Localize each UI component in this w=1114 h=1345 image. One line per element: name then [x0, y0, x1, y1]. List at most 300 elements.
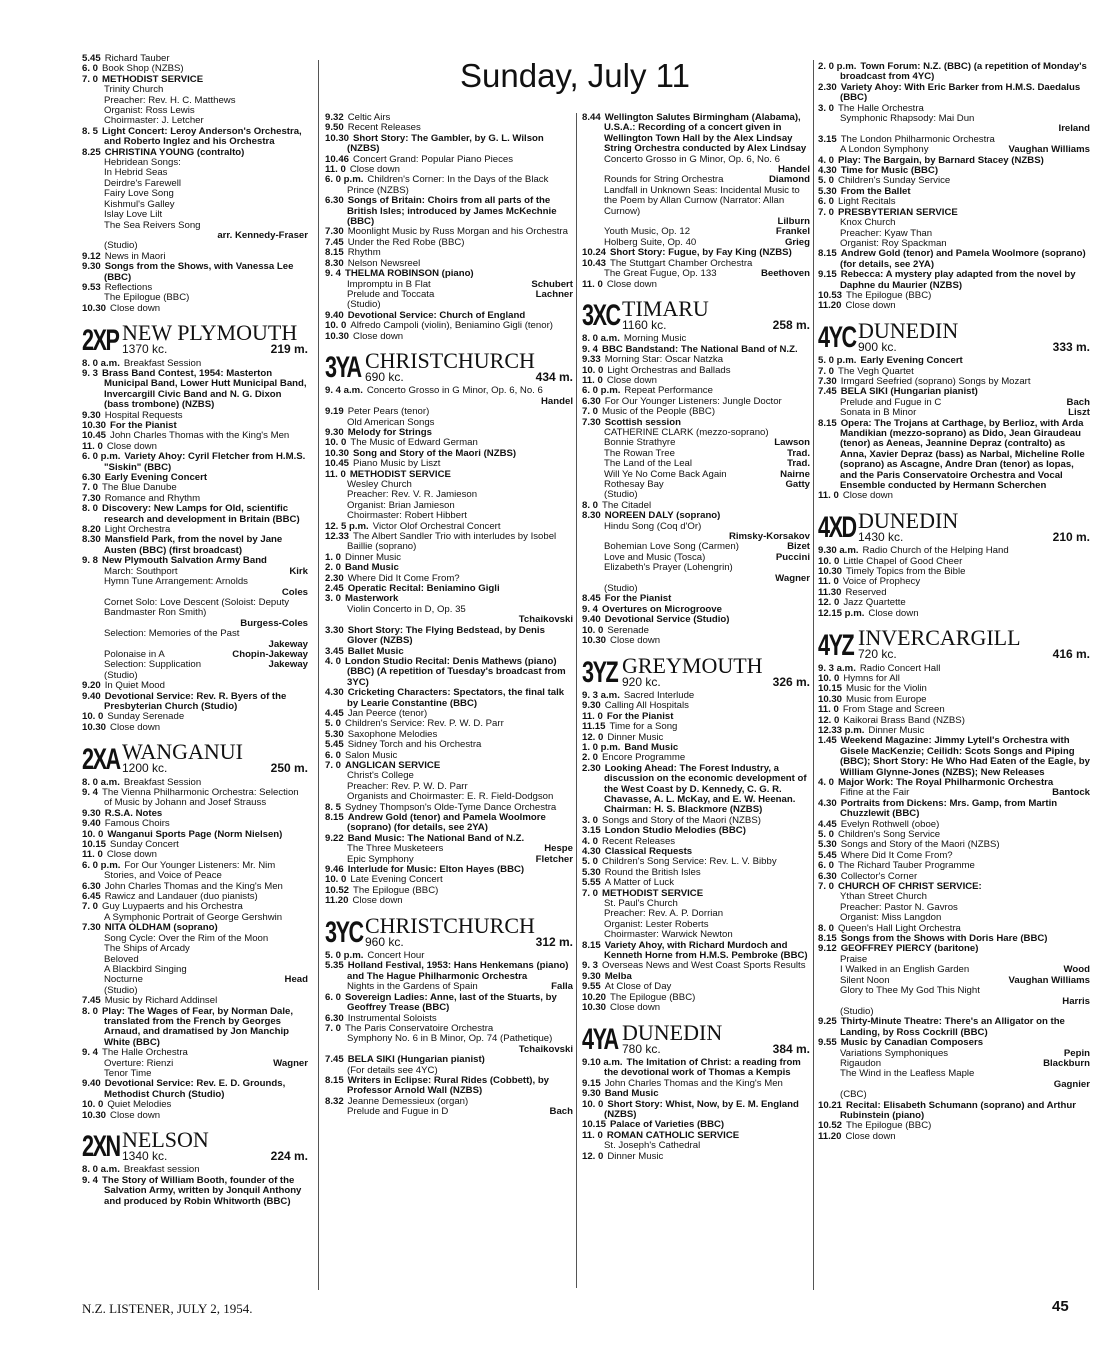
- listing-text: The Vienna Philharmonic Orchestra: Selection of Music by Johann and Josef Strauss: [102, 787, 299, 809]
- station-freq-row: [622, 317, 810, 332]
- listing-detail: Choirmaster: Robert Hibbert: [347, 510, 467, 522]
- station-info: [365, 912, 573, 949]
- listing-text: Devotional Service: Church of England: [347, 309, 526, 321]
- listing-time: 8.20: [82, 524, 101, 536]
- listing-time: 9.22: [325, 832, 344, 844]
- listing-time: 8. 0: [82, 503, 99, 515]
- station-frequency: 1200 kc.: [122, 761, 168, 776]
- composer: Wagner: [775, 572, 810, 584]
- listing-time: 9.55: [582, 981, 601, 993]
- listing-time: 9.40: [82, 1078, 101, 1090]
- listing-detail: Hindu Song (Coq d'Or): [604, 520, 702, 532]
- listing-time: 4.30: [582, 846, 601, 857]
- listing-time: 11.15: [582, 721, 606, 733]
- listing-item: [582, 113, 810, 155]
- listing-time: 8.15: [325, 812, 344, 823]
- station-name: TIMARU: [622, 295, 709, 321]
- station-header: [582, 652, 810, 689]
- listing-time: 2.30: [818, 81, 837, 93]
- listing-item: [82, 1079, 308, 1100]
- listing-detail: Glory to Thee My God This Night: [840, 985, 980, 997]
- listing-text: Breakfast Session: [123, 357, 202, 369]
- listing-detail: Tenor Time: [104, 1067, 152, 1079]
- listing-text: Recent Releases: [602, 835, 676, 847]
- listing-text: Melody for Strings: [347, 426, 432, 438]
- page-title: Sunday, July 11: [460, 57, 690, 94]
- station-frequency: 720 kc.: [858, 647, 897, 662]
- listing-time: 5. 0: [582, 856, 599, 868]
- listing-text: Light Orchestras and Ballads: [607, 364, 731, 376]
- listing-time: 10.20: [582, 991, 607, 1003]
- station-info: [365, 347, 573, 384]
- listing-time: 7.45: [818, 386, 837, 398]
- station-frequency: 920 kc.: [622, 674, 661, 689]
- listing-time: 6. 0: [325, 749, 342, 761]
- listing-text: Sovereign Ladies: Anne, last of the Stuarts, by Geoffrey Trease (BBC): [345, 991, 557, 1014]
- station-freq-row: [622, 674, 810, 689]
- listing-time: 6.30: [82, 472, 101, 484]
- listing-text: Mansfield Park, from the novel by Jane Austen (BBC) (first broadcast): [104, 534, 283, 556]
- listing-time: 5.30: [582, 866, 601, 878]
- listing-text: From the Ballet: [840, 185, 911, 197]
- listing-time: 9.25: [818, 1016, 837, 1028]
- listing-text: Late Evening Concert: [350, 874, 443, 886]
- listing-time: 11.20: [818, 300, 842, 312]
- station-freq-row: [858, 339, 1090, 354]
- listing-text: For Our Younger Listeners: Mr. Nim Stories, and Voice of Peace: [104, 859, 276, 882]
- listing-text: Breakfast session: [123, 1164, 200, 1176]
- listing-time: 3.30: [325, 624, 344, 636]
- composer: Gatty: [785, 479, 810, 490]
- work-title: March: Southport: [104, 565, 178, 577]
- listing-detail: The Epilogue (BBC): [104, 292, 190, 304]
- listing-time: 11.20: [325, 895, 349, 907]
- listing-item: [325, 134, 573, 155]
- listing-time: 6. 0: [82, 63, 99, 75]
- station-wavelength: 210 m.: [1052, 529, 1090, 544]
- listing-time: 9.30: [582, 970, 601, 982]
- station-callsign: 4XD: [818, 511, 856, 545]
- listing-text: Operatic Recital: Beniamino Gigli: [347, 583, 500, 595]
- listing-text: Song and Story of the Maori (NZBS): [353, 447, 517, 459]
- listing-text: Radio Concert Hall: [859, 662, 941, 674]
- listing-text: Children's Song Service: [838, 829, 941, 840]
- listing-text: Salon Music: [345, 749, 398, 761]
- listing-text: Looking Ahead: The Forest Industry, a discussion on the economic development of the West Coast by D. Kennedy, C. G. R. Chavasse, A. L. McKay, and E. W. Heenan. Chairman: H. S. Blackmore (NZBS): [604, 762, 807, 816]
- listing-detail: In Hebrid Seas: [104, 167, 168, 179]
- listing-time: 11. 0: [325, 164, 346, 176]
- listing-time: 9. 3: [582, 960, 599, 972]
- listing-time: 4. 0: [582, 835, 599, 847]
- listing-text: The Richard Tauber Programme: [838, 860, 975, 872]
- listing-text: Jan Peerce (tenor): [347, 707, 428, 719]
- listing-detail: Preacher: Rev. V. R. Jamieson: [347, 489, 478, 501]
- listing-text: Jeanne Demessieux (organ): [347, 1095, 469, 1107]
- listing-text: Wanganui Sports Page (Norm Nielsen): [107, 828, 283, 840]
- station-callsign: 3YZ: [582, 655, 618, 689]
- listing-detail: (CBC): [840, 1089, 867, 1101]
- work-title: Fifine at the Fair: [840, 787, 910, 799]
- station-frequency: 900 kc.: [858, 339, 897, 354]
- listing-text: Recital: Elisabeth Schumann (soprano) and Arthur Rubinstein (piano): [840, 1099, 1076, 1121]
- listing-text: Masterwork: [345, 593, 399, 605]
- listing-text: A Matter of Luck: [604, 877, 675, 889]
- listing-detail: The Sea Reivers Song: [104, 219, 201, 231]
- listing-text: Saxophone Melodies: [347, 728, 438, 740]
- station-callsign: 2XA: [82, 742, 120, 776]
- listing-text: Music by Richard Addinsel: [104, 995, 218, 1007]
- listing-time: 11. 0: [582, 1129, 603, 1141]
- listing-text: News in Maori: [104, 250, 166, 262]
- listing-time: 10.30: [82, 420, 107, 431]
- listing-item: [82, 369, 308, 411]
- listing-detail: Organist: Miss Langdon: [840, 912, 942, 924]
- listing-detail: Fairy Love Song: [104, 188, 174, 200]
- listing-text: Celtic Airs: [347, 112, 391, 123]
- listing-time: 7. 0: [582, 406, 599, 418]
- station-header: [818, 625, 1090, 662]
- listing-time: 9.53: [82, 281, 101, 293]
- listing-text: In Quiet Mood: [104, 680, 165, 692]
- station-name: DUNEDIN: [622, 1019, 723, 1045]
- listing-text: Serenade: [607, 624, 649, 636]
- listing-item: [325, 1055, 573, 1065]
- listing-item: [325, 626, 573, 647]
- listing-text: London Studio Melodies (BBC): [604, 825, 746, 837]
- station-header: [818, 317, 1090, 355]
- listing-time: 2. 0: [325, 562, 342, 574]
- listing-time: 8.32: [325, 1095, 344, 1107]
- listing-time: 10.43: [582, 257, 607, 269]
- listing-item: [818, 1038, 1090, 1048]
- composer: Puccini: [775, 551, 810, 563]
- listing-time: 12.15 p.m.: [818, 607, 865, 619]
- listing-detail: Selection: Memories of the Past: [104, 628, 240, 640]
- composer: Falla: [551, 981, 573, 993]
- listing-time: 8.25: [82, 146, 101, 158]
- listing-text: Short Story: Fugue, by Fay King (NZBS): [610, 247, 792, 259]
- listing-time: 10. 0: [82, 711, 104, 723]
- listing-time: 9.30: [82, 807, 101, 819]
- station-wavelength: 434 m.: [535, 369, 573, 384]
- listing-text: Songs from the Shows with Doris Hare (BBC): [840, 933, 1048, 945]
- listing-text: Hospital Requests: [104, 409, 183, 421]
- station-header: [818, 507, 1090, 545]
- listing-text: From Stage and Screen: [842, 704, 945, 716]
- listing-text: Holland Festival, 1953: Hans Henkemans (piano) and The Hague Philharmonic Orchestra: [347, 960, 569, 982]
- listing-text: Dinner Music: [345, 551, 401, 563]
- listing-time: 1. 0: [325, 551, 342, 563]
- station-info: [858, 507, 1090, 544]
- station-wavelength: 326 m.: [772, 674, 810, 689]
- listing-text: Recent Releases: [347, 122, 421, 134]
- station-freq-row: [858, 529, 1090, 544]
- listing-time: 1. 0 p.m.: [582, 741, 621, 753]
- listing-time: 11. 0: [582, 710, 603, 722]
- composer: Nairne: [780, 468, 810, 480]
- composer: Burgess-Coles: [240, 617, 308, 629]
- listing-item: [582, 1058, 810, 1079]
- listing-detail: (Studio): [604, 583, 638, 595]
- station-header: [325, 347, 573, 385]
- listing-text: Instrumental Soloists: [347, 1012, 437, 1024]
- composer: Diamond: [768, 174, 810, 186]
- listing-text: Short Story: Whist, Now, by E. M. England (NZBS): [604, 1098, 799, 1120]
- listing-text: Melba: [604, 970, 632, 982]
- listing-time: 9.12: [82, 250, 101, 262]
- listing-text: Overseas News and West Coast Sports Results: [602, 960, 806, 972]
- listing-text: Ballet Music: [347, 645, 404, 657]
- listing-text: Variety Ahoy: Cyril Fletcher from H.M.S. "Siskin" (BBC): [104, 451, 306, 473]
- station-frequency: 1340 kc.: [122, 1149, 168, 1163]
- listing-time: 9.15: [818, 269, 837, 281]
- listing-detail: (Studio): [604, 489, 638, 501]
- listing-item: [582, 1003, 810, 1013]
- listing-time: 5.45: [325, 739, 344, 751]
- composer: Harris: [1062, 995, 1090, 1007]
- listing-time: 10.52: [818, 1120, 843, 1132]
- station-info: [122, 1129, 308, 1161]
- listing-item: [82, 692, 308, 713]
- listing-text: The Paris Conservatoire Orchestra: [345, 1022, 494, 1034]
- listing-text: CHRISTINA YOUNG (contralto): [104, 146, 245, 158]
- listing-text: John Charles Thomas and the King's Men: [104, 880, 283, 892]
- listing-time: 12. 0: [582, 731, 604, 743]
- listing-time: 5.30: [325, 728, 344, 740]
- listing-time: 8. 0: [82, 1005, 99, 1017]
- listing-text: Irmgard Seefried (soprano) Songs by Mozart: [840, 375, 1031, 387]
- station-block: [82, 1129, 308, 1207]
- listing-text: London Studio Recital: Denis Mathews (piano) (BBC) (A repetition of Tuesday's broadcast from 3YC): [345, 655, 566, 688]
- listing-item: [325, 1076, 573, 1097]
- listing-time: 10. 0: [818, 555, 840, 567]
- listing-text: Interlude for Music: Elton Hayes (BBC): [347, 864, 525, 876]
- station-name: WANGANUI: [122, 739, 243, 765]
- listing-time: 5. 0 p.m.: [818, 355, 857, 367]
- listings: [582, 113, 810, 290]
- listing-item: [325, 896, 573, 906]
- listing-text: The Citadel: [602, 499, 652, 511]
- composer: Ireland: [1058, 123, 1090, 135]
- listing-time: 5.45: [818, 849, 837, 861]
- listing-time: 4. 0: [818, 776, 835, 788]
- listing-time: 8. 0: [582, 499, 599, 511]
- listing-text: Evelyn Rothwell (oboe): [840, 818, 940, 830]
- listing-time: 7. 0: [82, 482, 99, 494]
- station-frequency: 1160 kc.: [622, 317, 667, 332]
- station-name: INVERCARGILL: [858, 625, 1021, 651]
- listing-text: The Stuttgart Chamber Orchestra: [610, 257, 753, 269]
- composer: Frankel: [775, 226, 810, 238]
- listing-text: Music from Europe: [846, 693, 927, 705]
- listing-item: [818, 249, 1090, 270]
- work-title: Rothesay Bay: [604, 479, 664, 490]
- listing-text: Rhythm: [347, 247, 381, 259]
- listing-time: 12. 0: [582, 1150, 604, 1162]
- listing-time: 6.30: [82, 880, 101, 892]
- station-callsign: 2XP: [82, 323, 119, 357]
- station-info: [622, 295, 810, 332]
- listing-time: 7.30: [82, 922, 101, 934]
- composer: Pepin: [1063, 1047, 1090, 1059]
- listing-time: 10. 0: [582, 1098, 604, 1110]
- listing-text: Timely Topics from the Bible: [846, 566, 966, 578]
- listing-time: 10. 0: [582, 364, 604, 376]
- listing-time: 7.30: [818, 375, 837, 387]
- listing-time: 4.45: [818, 818, 837, 830]
- listing-text: The Halle Orchestra: [838, 102, 924, 114]
- listing-detail: Organist: Brian Jamieson: [347, 499, 455, 511]
- composer: Tchaikovski: [518, 614, 573, 626]
- listing-time: 9.32: [325, 112, 344, 123]
- listing-time: 4. 0: [325, 655, 342, 667]
- listing-text: Major Work: The Royal Philharmonic Orchestra: [838, 776, 1054, 788]
- listing-time: 7. 0: [818, 365, 835, 377]
- station-info: [858, 625, 1090, 662]
- listing-detail: (Studio): [104, 984, 138, 996]
- work-title: Rounds for String Orchestra: [604, 174, 724, 186]
- listing-text: Close down: [353, 330, 404, 342]
- listing-time: 6. 0: [818, 860, 835, 872]
- listing-item: [82, 1007, 308, 1049]
- work-line: [325, 1107, 573, 1117]
- column-rule: [318, 60, 319, 1290]
- station-block: [325, 347, 573, 907]
- listing-detail: Islay Love Lilt: [104, 209, 163, 221]
- station-name: CHRISTCHURCH: [365, 347, 535, 373]
- listing-item: [818, 301, 1090, 311]
- work-title: The Three Musketeers: [347, 843, 444, 855]
- station-freq-row: [122, 1151, 308, 1161]
- station-callsign: 4YZ: [818, 628, 854, 662]
- listing-text: GEOFFREY PIERCY (baritone): [840, 943, 979, 955]
- listing-time: 9.30: [82, 261, 101, 273]
- listing-text: Collector's Corner: [840, 870, 918, 882]
- listing-text: Quiet Melodies: [107, 1099, 172, 1111]
- station-header: [582, 1019, 810, 1056]
- listing-time: 7.30: [82, 492, 101, 504]
- listing-text: NOREEN DALY (soprano): [604, 510, 721, 522]
- listing-item: [818, 1132, 1090, 1142]
- listing-text: Concert Hour: [367, 950, 425, 962]
- listing-item: [818, 419, 1090, 492]
- station-frequency: 690 kc.: [365, 369, 404, 384]
- listing-time: 3.15: [582, 825, 601, 837]
- composer: Lilburn: [777, 216, 810, 228]
- listing-item: [82, 1111, 308, 1121]
- listing-text: The Halle Orchestra: [102, 1047, 188, 1059]
- station-block: [818, 627, 1090, 1142]
- composer: Vaughan Williams: [1008, 144, 1090, 156]
- listing-time: 10.30: [82, 302, 107, 314]
- listing-time: 7.45: [325, 236, 344, 248]
- listing-detail: Organists and Choirmaster: E. R. Field-Dodgson: [347, 791, 554, 803]
- listing-time: 8.15: [818, 933, 837, 945]
- listing-text: Voice of Prophecy: [842, 576, 921, 588]
- listing-detail: Concerto Grosso in G Minor, Op. 6, No. 6: [604, 153, 780, 165]
- listing-time: 5. 0: [818, 829, 835, 840]
- work-title: Overture: Rienzi: [104, 1057, 174, 1069]
- listing-time: 2. 0: [582, 752, 599, 764]
- work-title: Bonnie Strathyre: [604, 437, 676, 449]
- listing-text: For the Pianist: [110, 420, 177, 431]
- listing-time: 11. 0: [582, 374, 603, 386]
- listing-text: Music by Canadian Composers: [840, 1037, 984, 1049]
- work-title: Youth Music, Op. 12: [604, 226, 691, 238]
- composer: Jakeway: [268, 638, 308, 650]
- listing-detail: Song Cycle: Over the Rim of the Moon: [104, 932, 269, 944]
- listing-text: Time for a Song: [609, 721, 678, 733]
- listing-time: 6. 0: [818, 196, 835, 208]
- listing-text: Close down: [842, 490, 893, 502]
- listing-time: 11. 0: [818, 576, 839, 588]
- listing-time: 6. 0 p.m.: [582, 385, 621, 397]
- listing-text: The Epilogue (BBC): [353, 884, 439, 896]
- listing-text: Rawicz and Landauer (duo pianists): [104, 891, 258, 903]
- listing-time: 2.30: [582, 762, 601, 774]
- listing-time: 10.30: [818, 566, 843, 578]
- listing-item: [325, 657, 573, 688]
- work-title: Prelude and Fugue in D: [347, 1106, 449, 1118]
- listing-text: Light Recitals: [838, 196, 896, 208]
- listing-time: 8. 0 a.m.: [82, 357, 120, 369]
- listing-text: Cricketing Characters: Spectators, the final talk by Learie Constantine (BBC): [347, 687, 565, 709]
- listing-time: 12. 0: [818, 597, 840, 609]
- station-name: NEW PLYMOUTH: [122, 320, 298, 346]
- listing-time: 12.33: [325, 531, 350, 543]
- listing-time: 10. 0: [325, 874, 347, 886]
- listing-text: The Albert Sandler Trio with interludes by Isobel Baillie (soprano): [347, 531, 557, 553]
- listing-item: [818, 491, 1090, 501]
- listing-text: Children's Corner: In the Days of the Black Prince (NZBS): [347, 174, 549, 196]
- station-block: [82, 322, 308, 733]
- listing-text: Queen's Hall Light Orchestra: [838, 922, 961, 934]
- listing-time: 7. 0: [325, 1022, 342, 1034]
- listing-text: Classical Requests: [604, 846, 693, 857]
- listing-text: Morning Music: [623, 333, 687, 345]
- listing-item: [82, 861, 308, 882]
- listing-detail: Old American Songs: [347, 416, 435, 428]
- work-title: Variations Symphoniques: [840, 1047, 949, 1059]
- listing-time: 9.30: [582, 1088, 601, 1100]
- work-title: Epic Symphony: [347, 853, 414, 865]
- listing-detail: Elizabeth's Prayer (Lohengrin): [604, 562, 733, 574]
- station-header: [582, 295, 810, 333]
- column-2: [325, 113, 573, 1118]
- station-info: [122, 320, 308, 357]
- work-title: Sonata in B Minor: [840, 407, 917, 419]
- listing-item: [82, 452, 308, 473]
- station-callsign: 4YC: [818, 321, 856, 355]
- listings: [325, 113, 573, 342]
- listing-detail: Organist: Lester Roberts: [604, 918, 709, 930]
- listing-item: [818, 1017, 1090, 1038]
- listing-text: NITA OLDHAM (soprano): [104, 922, 218, 934]
- listing-time: 6. 0 p.m.: [82, 859, 121, 871]
- page-number: 45: [1052, 1298, 1069, 1315]
- listing-time: 10.15: [582, 1119, 607, 1131]
- listing-text: Brass Band Contest, 1954: Masterton Municipal Band, Lower Hutt Municipal Band, Invercargill Civic Band and N. G. Dixon (bass trombone) (NZBS): [102, 367, 307, 411]
- listing-time: 10.52: [325, 884, 350, 896]
- listing-item: [818, 83, 1090, 104]
- listing-time: 10.30: [582, 635, 607, 647]
- listing-detail: (Studio): [104, 240, 138, 252]
- listing-time: 8. 0 a.m.: [582, 333, 620, 345]
- listing-text: Short Story: The Flying Bedstead, by Denis Glover (NZBS): [347, 624, 545, 647]
- listing-time: 10. 0: [325, 437, 347, 449]
- listing-detail: Hymn Tune Arrangement: Arnolds: [104, 576, 248, 588]
- listing-text: Round the British Isles: [604, 866, 701, 878]
